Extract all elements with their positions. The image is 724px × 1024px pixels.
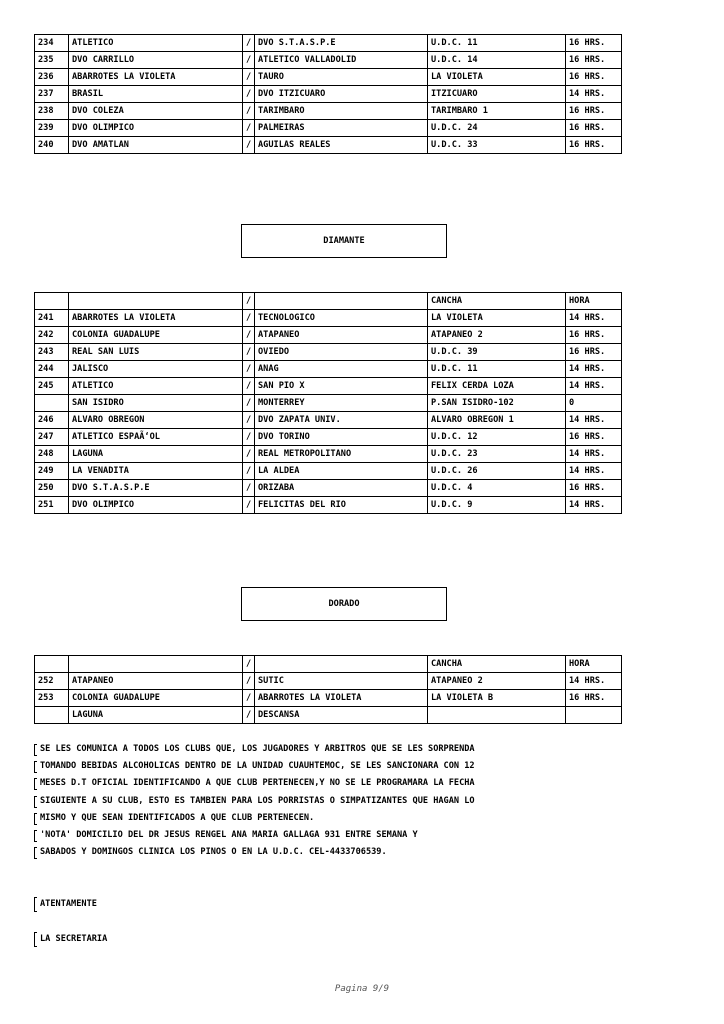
field-cell: LA VIOLETA B [428,690,566,707]
match-number-cell: 248 [35,446,69,463]
separator-cell: / [243,656,255,673]
separator-cell: / [243,69,255,86]
fixtures-table-diamante [34,292,622,514]
field-cell: U.D.C. 24 [428,120,566,137]
time-cell: 0 [566,395,622,412]
home-team-cell: DVO CARRILLO [69,52,243,69]
notice-line: MISMO Y QUE SEAN IDENTIFICADOS A QUE CLUB PERTENECEN. [34,810,634,827]
field-cell: ATAPANEO 2 [428,673,566,690]
field-cell: FELIX CERDA LOZA [428,378,566,395]
match-number-cell: 237 [35,86,69,103]
match-number-cell: 240 [35,137,69,154]
match-number-cell: 241 [35,310,69,327]
match-number-cell: 252 [35,673,69,690]
time-cell: 16 HRS. [566,120,622,137]
separator-cell: / [243,344,255,361]
closing-text: ATENTAMENTE [34,896,97,913]
home-team-cell [69,293,243,310]
table-row [35,35,622,52]
separator-cell: / [243,86,255,103]
table-row [35,327,622,344]
away-team-cell: ANAG [255,361,428,378]
home-team-cell: DVO AMATLAN [69,137,243,154]
time-cell: 16 HRS. [566,35,622,52]
separator-cell: / [243,446,255,463]
notice-paragraph [34,741,634,861]
time-cell: 16 HRS. [566,327,622,344]
away-team-cell: PALMEIRAS [255,120,428,137]
field-cell: U.D.C. 11 [428,361,566,378]
time-cell: 16 HRS. [566,344,622,361]
away-team-cell: LA ALDEA [255,463,428,480]
separator-cell: / [243,395,255,412]
separator-cell: / [243,120,255,137]
away-team-cell: REAL METROPOLITANO [255,446,428,463]
away-team-cell: ORIZABA [255,480,428,497]
away-team-cell: AGUILAS REALES [255,137,428,154]
table-row [35,310,622,327]
separator-cell: / [243,378,255,395]
field-cell: CANCHA [428,293,566,310]
match-number-cell: 250 [35,480,69,497]
table-row [35,497,622,514]
match-number-cell: 246 [35,412,69,429]
home-team-cell: ATAPANEO [69,673,243,690]
time-cell: 14 HRS. [566,673,622,690]
time-cell: 16 HRS. [566,103,622,120]
away-team-cell: TAURO [255,69,428,86]
time-cell: 14 HRS. [566,412,622,429]
table-row [35,378,622,395]
field-cell: ITZICUARO [428,86,566,103]
notice-line: SE LES COMUNICA A TODOS LOS CLUBS QUE, LOS JUGADORES Y ARBITROS QUE SE LES SORPRENDA [34,741,634,758]
table-row [35,361,622,378]
time-cell: 14 HRS. [566,361,622,378]
field-cell: U.D.C. 11 [428,35,566,52]
time-cell: HORA [566,656,622,673]
field-cell: ATAPANEO 2 [428,327,566,344]
field-cell: U.D.C. 9 [428,497,566,514]
match-number-cell: 247 [35,429,69,446]
field-cell: U.D.C. 4 [428,480,566,497]
away-team-cell: MONTERREY [255,395,428,412]
table-row [35,690,622,707]
home-team-cell: LA VENADITA [69,463,243,480]
home-team-cell: DVO OLIMPICO [69,120,243,137]
match-number-cell [35,395,69,412]
home-team-cell: LAGUNA [69,446,243,463]
separator-cell: / [243,327,255,344]
match-number-cell: 251 [35,497,69,514]
time-cell: 16 HRS. [566,429,622,446]
time-cell: 16 HRS. [566,69,622,86]
home-team-cell: LAGUNA [69,707,243,724]
away-team-cell: DVO TORINO [255,429,428,446]
page-number: Pagina 9/9 [334,984,390,994]
home-team-cell: ATLETICO [69,378,243,395]
notice-line: TOMANDO BEBIDAS ALCOHOLICAS DENTRO DE LA UNIDAD CUAUHTEMOC, SE LES SANCIONARA CON 12 [34,758,634,775]
home-team-cell: ALVARO OBREGON [69,412,243,429]
match-number-cell: 244 [35,361,69,378]
table-row [35,52,622,69]
match-number-cell: 249 [35,463,69,480]
separator-cell: / [243,137,255,154]
match-number-cell: 236 [35,69,69,86]
time-cell: 14 HRS. [566,378,622,395]
table-header-row [35,293,622,310]
time-cell [566,707,622,724]
table-row [35,673,622,690]
away-team-cell: SUTIC [255,673,428,690]
separator-cell: / [243,429,255,446]
away-team-cell [255,293,428,310]
time-cell: HORA [566,293,622,310]
home-team-cell: COLONIA GUADALUPE [69,690,243,707]
home-team-cell: ABARROTES LA VIOLETA [69,310,243,327]
table-row [35,395,622,412]
match-number-cell [35,656,69,673]
time-cell: 14 HRS. [566,446,622,463]
home-team-cell: ATLETICO [69,35,243,52]
match-number-cell [35,293,69,310]
field-cell: U.D.C. 12 [428,429,566,446]
home-team-cell: DVO COLEZA [69,103,243,120]
notice-line: SABADOS Y DOMINGOS CLINICA LOS PINOS O EN LA U.D.C. CEL-4433706539. [34,844,634,861]
away-team-cell: TARIMBARO [255,103,428,120]
home-team-cell: ATLETICO ESPAÃ‘OL [69,429,243,446]
table-row [35,707,622,724]
field-cell: LA VIOLETA [428,69,566,86]
table-row [35,446,622,463]
match-number-cell [35,707,69,724]
time-cell: 14 HRS. [566,86,622,103]
home-team-cell: ABARROTES LA VIOLETA [69,69,243,86]
table-row [35,429,622,446]
fixtures-table-continued [34,34,622,154]
separator-cell: / [243,707,255,724]
section-title-dorado: DORADO [241,587,447,621]
time-cell: 16 HRS. [566,137,622,154]
field-cell: CANCHA [428,656,566,673]
table-row [35,344,622,361]
match-number-cell: 253 [35,690,69,707]
home-team-cell [69,656,243,673]
field-cell: U.D.C. 39 [428,344,566,361]
away-team-cell: DVO S.T.A.S.P.E [255,35,428,52]
field-cell: U.D.C. 23 [428,446,566,463]
separator-cell: / [243,480,255,497]
field-cell [428,707,566,724]
field-cell: P.SAN ISIDRO-102 [428,395,566,412]
match-number-cell: 234 [35,35,69,52]
home-team-cell: COLONIA GUADALUPE [69,327,243,344]
away-team-cell [255,656,428,673]
separator-cell: / [243,310,255,327]
separator-cell: / [243,463,255,480]
match-number-cell: 239 [35,120,69,137]
match-number-cell: 238 [35,103,69,120]
field-cell: U.D.C. 26 [428,463,566,480]
notice-line: 'NOTA' DOMICILIO DEL DR JESUS RENGEL ANA MARIA GALLAGA 931 ENTRE SEMANA Y [34,827,634,844]
signer-text: LA SECRETARIA [34,931,107,948]
away-team-cell: DVO ITZICUARO [255,86,428,103]
table-row [35,412,622,429]
time-cell: 14 HRS. [566,463,622,480]
section-title-diamante: DIAMANTE [241,224,447,258]
field-cell: LA VIOLETA [428,310,566,327]
time-cell: 16 HRS. [566,690,622,707]
away-team-cell: DVO ZAPATA UNIV. [255,412,428,429]
separator-cell: / [243,103,255,120]
field-cell: TARIMBARO 1 [428,103,566,120]
table-row [35,137,622,154]
notice-line: MESES D.T OFICIAL IDENTIFICANDO A QUE CLUB PERTENECEN,Y NO SE LE PROGRAMARA LA FECHA [34,775,634,792]
separator-cell: / [243,293,255,310]
away-team-cell: TECNOLOGICO [255,310,428,327]
match-number-cell: 242 [35,327,69,344]
home-team-cell: REAL SAN LUIS [69,344,243,361]
separator-cell: / [243,497,255,514]
table-row [35,463,622,480]
table-row [35,103,622,120]
time-cell: 16 HRS. [566,52,622,69]
notice-line: SIGUIENTE A SU CLUB, ESTO ES TAMBIEN PARA LOS PORRISTAS O SIMPATIZANTES QUE HAGAN LO [34,793,634,810]
separator-cell: / [243,690,255,707]
separator-cell: / [243,673,255,690]
home-team-cell: BRASIL [69,86,243,103]
away-team-cell: DESCANSA [255,707,428,724]
home-team-cell: DVO OLIMPICO [69,497,243,514]
table-row [35,69,622,86]
time-cell: 14 HRS. [566,497,622,514]
table-row [35,120,622,137]
table-header-row [35,656,622,673]
field-cell: U.D.C. 14 [428,52,566,69]
table-row [35,86,622,103]
field-cell: U.D.C. 33 [428,137,566,154]
time-cell: 16 HRS. [566,480,622,497]
home-team-cell: JALISCO [69,361,243,378]
away-team-cell: ABARROTES LA VIOLETA [255,690,428,707]
home-team-cell: DVO S.T.A.S.P.E [69,480,243,497]
away-team-cell: SAN PIO X [255,378,428,395]
separator-cell: / [243,52,255,69]
match-number-cell: 245 [35,378,69,395]
fixtures-table-dorado [34,655,622,724]
match-number-cell: 235 [35,52,69,69]
time-cell: 14 HRS. [566,310,622,327]
home-team-cell: SAN ISIDRO [69,395,243,412]
separator-cell: / [243,412,255,429]
separator-cell: / [243,361,255,378]
away-team-cell: ATLETICO VALLADOLID [255,52,428,69]
field-cell: ALVARO OBREGON 1 [428,412,566,429]
away-team-cell: FELICITAS DEL RIO [255,497,428,514]
table-row [35,480,622,497]
separator-cell: / [243,35,255,52]
away-team-cell: ATAPANEO [255,327,428,344]
away-team-cell: OVIEDO [255,344,428,361]
match-number-cell: 243 [35,344,69,361]
